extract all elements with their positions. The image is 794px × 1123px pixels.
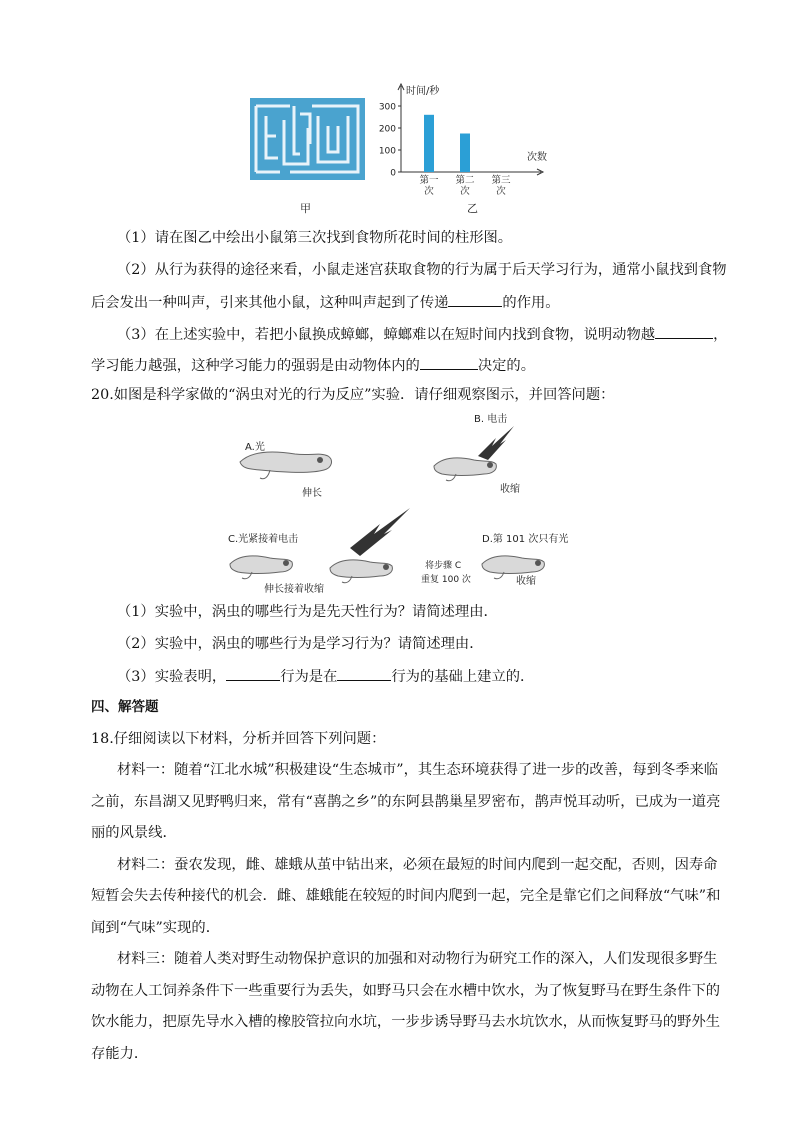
material1-line3: 丽的风景线． [91,825,177,841]
answer-blank[interactable] [655,323,713,339]
q19-part1: （1）请在图乙中绘出小鼠第三次找到食物所花时间的柱形图。 [117,230,513,246]
q19-part3-comma: ， [713,327,728,343]
material1-line2: 之前，东昌湖又见野鸭归来，常有“喜鹊之乡”的东阿县鹊巢星罗密布，鹊声悦耳动听，已成为一道亮 [91,794,721,810]
q20-part2: （2）实验中，涡虫的哪些行为是学习行为？请简述理由． [117,636,484,652]
q20-part1: （1）实验中，涡虫的哪些行为是先天性行为？请简述理由． [117,604,498,620]
step-b-label: B. 电击 [474,414,508,425]
q19-part2-text: 后会发出一种叫声，引来其他小鼠，这种叫声起到了传递 [91,295,449,311]
q19-part3-text: （3）在上述实验中，若把小鼠换成蟑螂，蟑螂难以在短时间内找到食物，说明动物越 [117,327,656,343]
q20-stem: 20.如图是科学家做的“涡虫对光的行为反应”实验．请仔细观察图示，并回答问题： [91,387,615,403]
figure-label-jia: 甲 [300,202,311,215]
material2-line2: 短暂会失去传种接代的机会．雌、雄蛾能在较短的时间内爬到一起，完全是靠它们之间释放“气味”和 [91,888,721,904]
q19-part2-line1: （2）从行为获得的途径来看，小鼠走迷宫获取食物的行为属于后天学习行为，通常小鼠找到食物 [117,262,727,278]
bar-chart-svg [375,80,555,200]
answer-blank[interactable] [420,354,478,370]
answer-blank[interactable] [337,665,391,681]
y-tick-label: 0 [390,168,396,179]
step-d-label: D.第 101 次只有光 [482,534,569,545]
q20-part3-mid: 行为是在 [280,669,338,685]
q19-part2-line2 [91,291,703,313]
step-repeat-line1: 将步骤 C [425,561,462,571]
y-axis-label: 时间/秒 [406,86,440,97]
step-b-caption: 收缩 [500,484,520,495]
step-c-caption: 伸长接着收缩 [264,584,324,595]
material1-line1: 材料一：随着“江北水城”积极建设“生态城市”，其生态环境获得了进一步的改善，每到冬季来临 [117,762,719,778]
bar-chart [375,80,555,200]
material3-line3: 饮水能力，把原先导水入槽的橡胶管拉向水坑，一步步诱导野马去水坑饮水，从而恢复野马的野外生 [91,1014,721,1030]
x-axis-label: 次数 [527,152,547,163]
planarian-figure-svg [220,408,580,594]
step-repeat-line2: 重复 100 次 [421,575,471,585]
answer-blank[interactable] [448,291,502,307]
q18-stem: 18.仔细阅读以下材料，分析并回答下列问题： [91,731,386,747]
q20-part3-text: （3）实验表明， [117,669,227,685]
material3-line4: 存能力． [91,1046,149,1062]
y-tick-label: 100 [378,146,396,157]
q20-part3-tail: 行为的基础上建立的． [391,669,535,685]
material2-line1: 材料二：蚕农发现，雌、雄蛾从茧中钻出来，必须在最短的时间内爬到一起交配，否则，因寿命 [117,857,718,873]
x-tick-label: 次 [496,186,506,197]
material2-line3: 闻到“气味”实现的． [91,920,220,936]
section-heading: 四、解答题 [91,699,159,715]
q19-part3-line1 [117,323,729,345]
x-tick-label: 次 [460,186,470,197]
planarian-experiment-figure [220,408,580,594]
q19-part3-text2: 学习能力越强，这种学习能力的强弱是由动物体内的 [91,358,420,374]
maze-figure [250,98,365,180]
step-c-label: C.光紧接着电击 [228,534,299,545]
bar [424,115,434,172]
material3-line2: 动物在人工饲养条件下一些重要行为丢失，如野马只会在水槽中饮水，为了恢复野马在野生条件下的 [91,983,721,999]
x-tick-label: 第三 [491,175,511,186]
step-a-label: A.光 [245,442,265,453]
step-a-caption: 伸长 [302,488,322,499]
y-tick-label: 200 [378,124,396,135]
maze-image [250,98,365,180]
bar [460,134,470,173]
x-tick-label: 第二 [455,175,475,186]
x-tick-label: 第一 [419,175,439,186]
material3-line1: 材料三：随着人类对野生动物保护意识的加强和对动物行为研究工作的深入，人们发现很多野生 [117,951,718,967]
figure-label-yi: 乙 [467,202,478,215]
step-d-caption: 收缩 [516,576,536,587]
q19-part3-tail: 决定的。 [477,358,536,374]
answer-blank[interactable] [226,665,280,681]
x-tick-label: 次 [424,186,434,197]
q19-part2-tail: 的作用。 [502,295,560,311]
q19-part3-line2 [91,354,703,376]
q20-part3 [117,665,729,687]
y-tick-label: 300 [378,102,396,113]
